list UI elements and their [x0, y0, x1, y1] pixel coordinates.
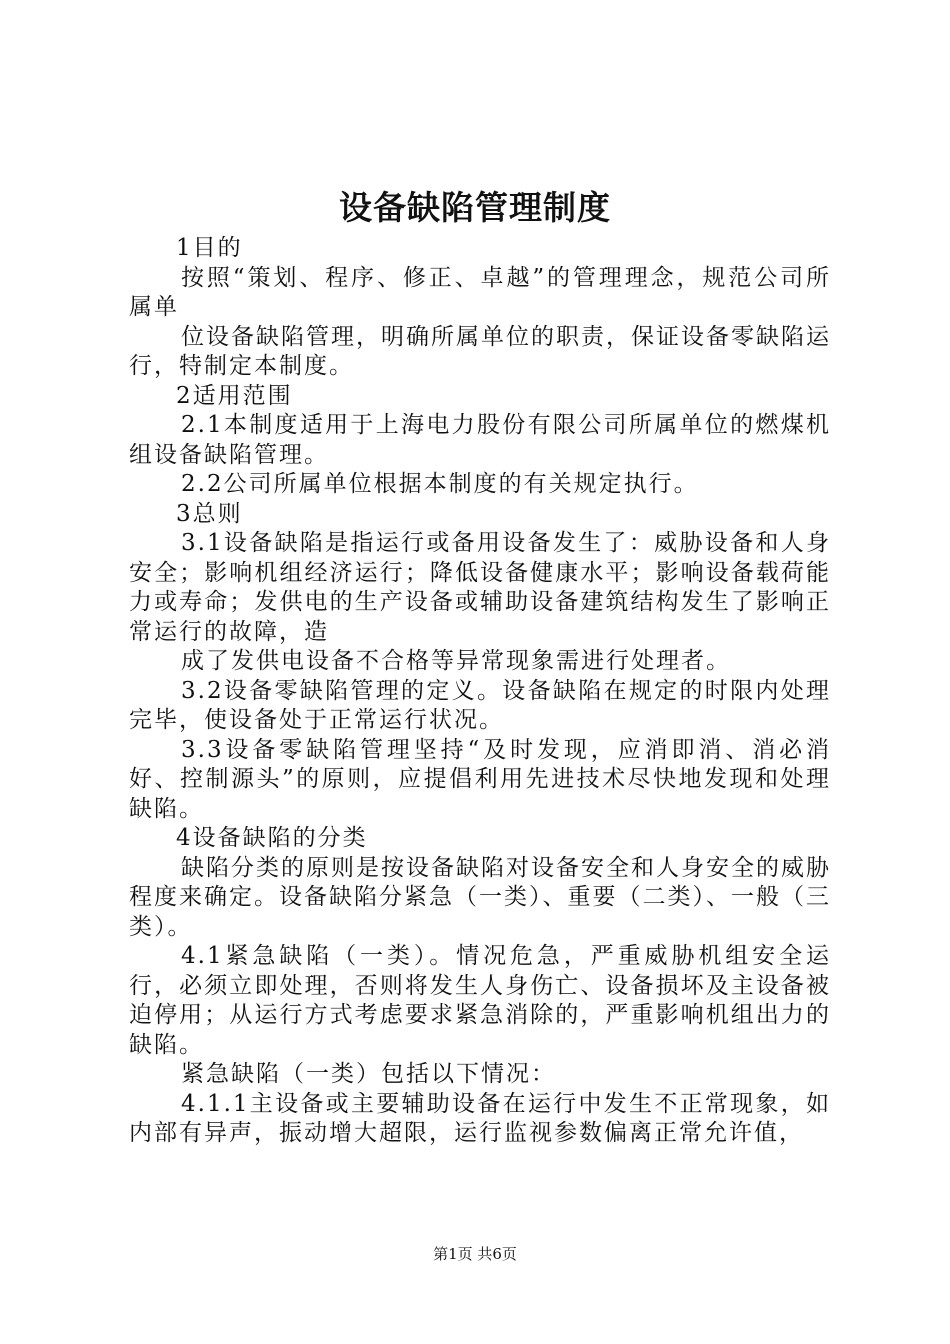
- section-heading: 3总则: [176, 500, 243, 527]
- paragraph: 4.1.1主设备或主要辅助设备在运行中发生不正常现象，如内部有异声，振动增大超限，运行监视参数偏离正常允许值，: [129, 1090, 831, 1146]
- paragraph: 2.2公司所属单位根据本制度的有关规定执行。: [181, 471, 699, 497]
- paragraph: 3.2设备零缺陷管理的定义。设备缺陷在规定的时限内处理完毕，使设备处于正常运行状况。: [129, 677, 831, 733]
- paragraph: 3.3设备零缺陷管理坚持“及时发现，应消即消、消必消好、控制源头”的原则，应提倡利用先进技术尽快地发现和处理缺陷。: [129, 736, 831, 822]
- paragraph: 缺陷分类的原则是按设备缺陷对设备安全和人身安全的威胁程度来确定。设备缺陷分紧急（一类）、重要（二类）、一般（三类）。: [129, 854, 831, 940]
- section-heading: 4设备缺陷的分类: [176, 825, 368, 851]
- paragraph: 4.1紧急缺陷（一类）。情况危急，严重威胁机组安全运行，必须立即处理，否则将发生人身伤亡、设备损坏及主设备被迫停用；从运行方式考虑要求紧急消除的，严重影响机组出力的缺陷。: [129, 943, 831, 1058]
- paragraph: 位设备缺陷管理，明确所属单位的职责，保证设备零缺陷运行，特制定本制度。: [129, 323, 831, 379]
- paragraph: 3.1设备缺陷是指运行或备用设备发生了：威胁设备和人身安全；影响机组经济运行；降低设备健康水平；影响设备载荷能力或寿命；发供电的生产设备或辅助设备建筑结构发生了影响正常运行的故障，造: [129, 530, 831, 645]
- document-title: 设备缺陷管理制度: [339, 188, 611, 227]
- paragraph: 紧急缺陷（一类）包括以下情况：: [181, 1061, 556, 1087]
- paragraph: 2.1本制度适用于上海电力股份有限公司所属单位的燃煤机组设备缺陷管理。: [129, 412, 831, 468]
- page-footer: 第1页 共6页: [433, 1245, 517, 1263]
- section-heading: 2适用范围: [176, 382, 293, 409]
- paragraph: 成了发供电设备不合格等异常现象需进行处理者。: [181, 648, 731, 674]
- document-body: [129, 234, 831, 1149]
- section-heading: 1目的: [176, 235, 243, 261]
- paragraph: 按照“策划、程序、修正、卓越”的管理理念，规范公司所属单: [129, 264, 831, 320]
